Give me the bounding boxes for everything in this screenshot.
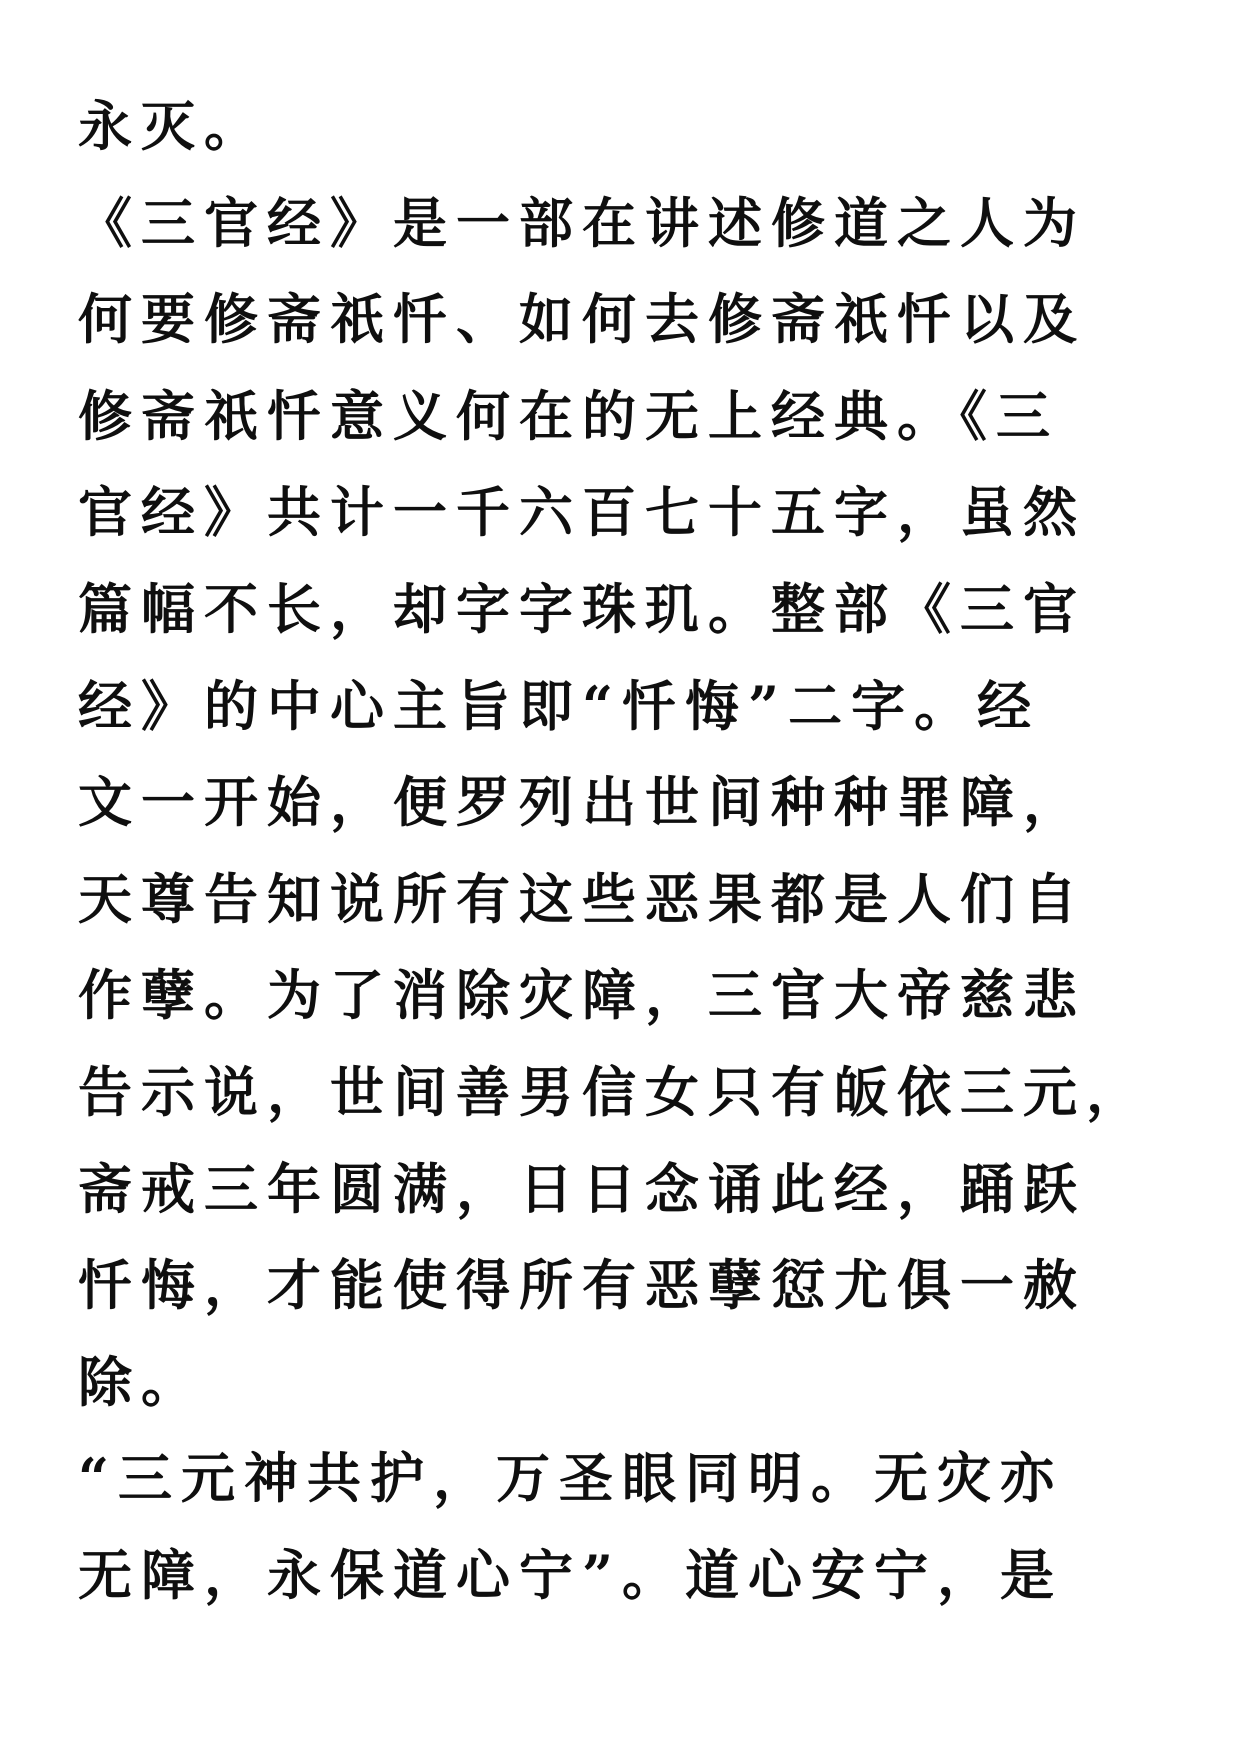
text-line: 天尊告知说所有这些恶果都是人们自 (78, 866, 1086, 931)
text-line: 告示说，世间善男信女只有皈依三元， (78, 1059, 1149, 1124)
text-line: 作孽。为了消除灾障，三官大帝慈悲 (78, 963, 1086, 1028)
text-line: 官经》共计一千六百七十五字，虽然 (78, 480, 1086, 545)
text-line: 除。 (78, 1349, 204, 1414)
text-line: 《三官经》是一部在讲述修道之人为 (78, 190, 1086, 255)
text-line: 文一开始，便罗列出世间种种罪障， (78, 770, 1086, 835)
text-line: 篇幅不长，却字字珠玑。整部《三官 (78, 576, 1086, 641)
text-line: 无障，永保道心宁”。道心安宁，是 (78, 1542, 1064, 1607)
text-line: 斋戒三年圆满，日日念诵此经，踊跃 (78, 1156, 1086, 1221)
text-line: 何要修斋祇忏、如何去修斋祇忏以及 (78, 287, 1086, 352)
text-line: 修斋祇忏意义何在的无上经典。《三 (78, 383, 1059, 448)
text-line: 永灭。 (78, 94, 267, 158)
text-line: 忏悔，才能使得所有恶孽愆尤俱一赦 (78, 1253, 1086, 1318)
text-line: 经》的中心主旨即“忏悔”二字。经 (78, 673, 1041, 738)
text-line: “三元神共护，万圣眼同明。无灾亦 (78, 1446, 1064, 1511)
text-body (78, 78, 1188, 1624)
